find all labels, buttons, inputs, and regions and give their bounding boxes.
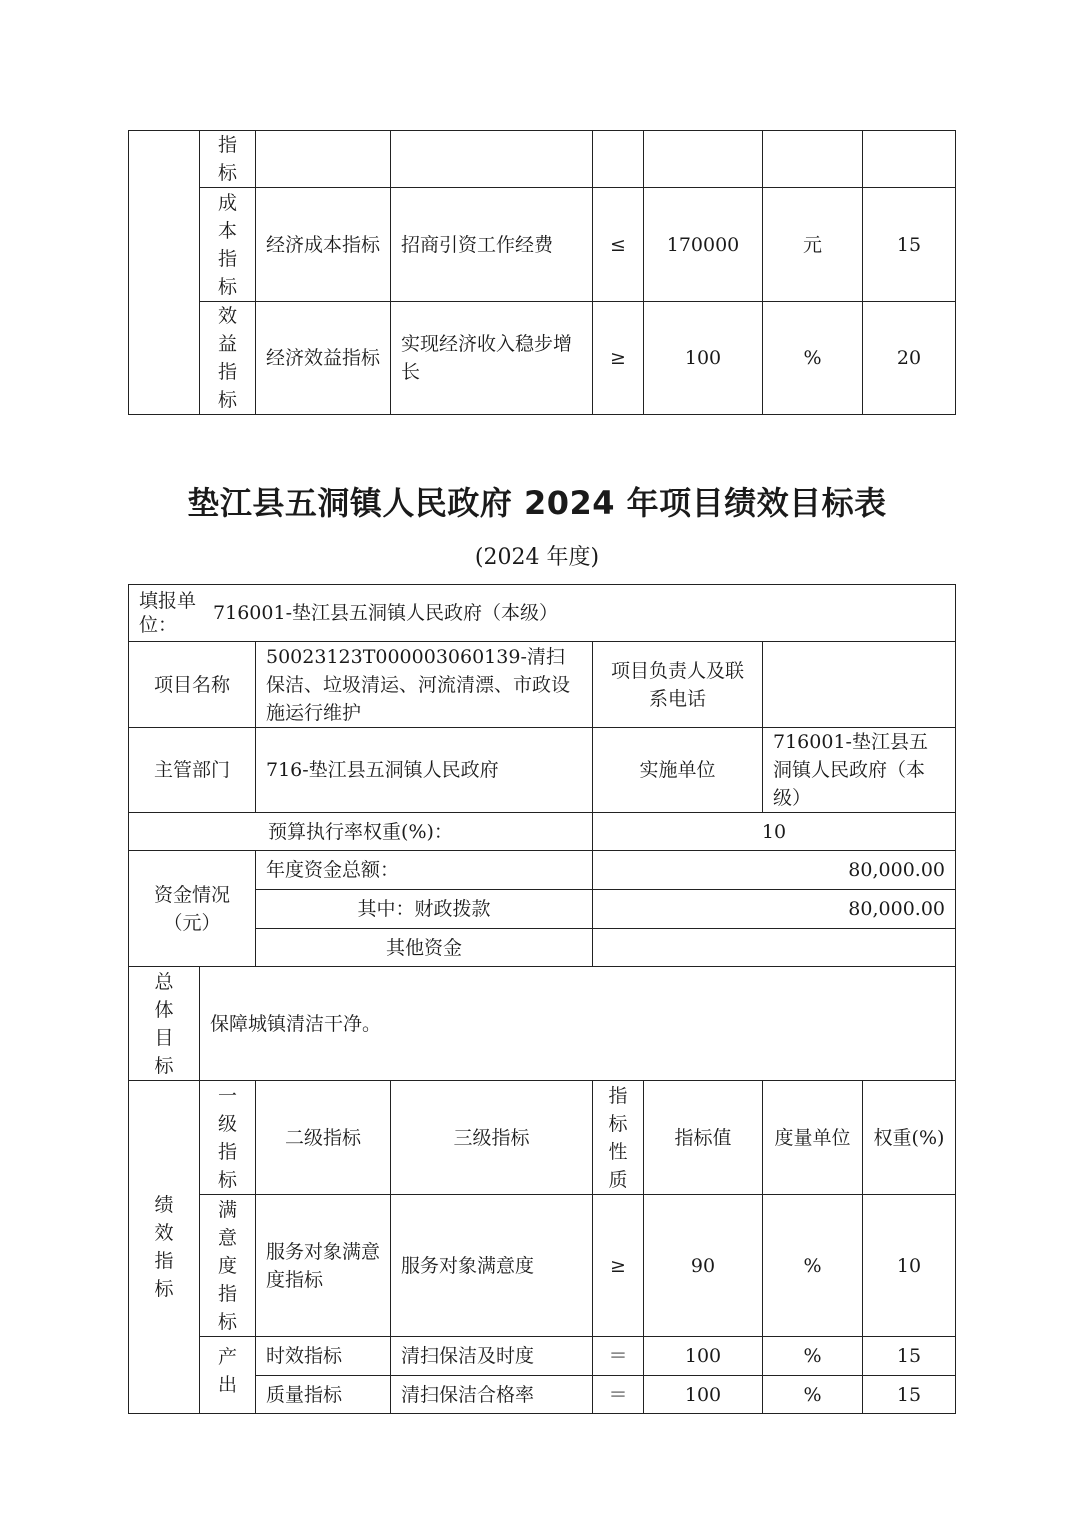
implementing-unit-value: 716001-垫江县五洞镇人民政府（本级） — [763, 728, 956, 813]
header-level3: 三级指标 — [391, 1081, 593, 1195]
level3-indicator-cell: 服务对象满意度 — [391, 1195, 593, 1337]
level1-indicator-cell: 满意度指标 — [200, 1195, 256, 1337]
weight-cell: 10 — [863, 1195, 956, 1337]
other-funds-label: 其他资金 — [256, 929, 593, 967]
level2-indicator-cell: 经济成本指标 — [256, 188, 391, 302]
level2-indicator-cell: 质量指标 — [256, 1376, 391, 1414]
indicator-value-cell: 170000 — [644, 188, 763, 302]
unit-cell: % — [763, 302, 863, 415]
funds-row — [129, 851, 956, 890]
header-level2: 二级指标 — [256, 1081, 391, 1195]
filler-unit-label: 填报单位： — [139, 590, 197, 636]
budget-rate-value: 10 — [593, 813, 956, 851]
table-row — [129, 302, 956, 415]
filler-unit-row — [129, 585, 956, 642]
header-value: 指标值 — [644, 1081, 763, 1195]
page-subtitle: (2024 年度) — [474, 545, 600, 570]
implementing-unit-label: 实施单位 — [593, 728, 763, 813]
table-row — [129, 1337, 956, 1376]
annual-total-value: 80,000.00 — [593, 851, 956, 890]
weight-cell: 20 — [863, 302, 956, 415]
weight-cell: 15 — [863, 1376, 956, 1414]
header-unit: 度量单位 — [763, 1081, 863, 1195]
budget-rate-label: 预算执行率权重(%)： — [129, 813, 593, 851]
indicator-nature-cell: ≤ — [593, 188, 644, 302]
unit-cell: % — [763, 1195, 863, 1337]
fiscal-appropriation-label: 其中：财政拨款 — [256, 890, 593, 929]
overall-goal-label: 总体目标 — [129, 967, 200, 1081]
table-row — [129, 188, 956, 302]
indicator-nature-cell: ＝ — [593, 1337, 644, 1376]
indicator-value-cell: 100 — [644, 1337, 763, 1376]
table-row — [129, 131, 956, 188]
indicator-value-cell: 100 — [644, 302, 763, 415]
indicator-value-cell: 90 — [644, 1195, 763, 1337]
fiscal-appropriation-value: 80,000.00 — [593, 890, 956, 929]
annual-total-label: 年度资金总额： — [256, 851, 593, 890]
level3-indicator-cell — [391, 131, 593, 188]
filler-unit-value: 716001-垫江县五洞镇人民政府（本级） — [213, 602, 558, 624]
budget-rate-row — [129, 813, 956, 851]
project-name-label: 项目名称 — [129, 642, 256, 728]
level3-indicator-cell: 招商引资工作经费 — [391, 188, 593, 302]
level2-indicator-cell: 服务对象满意度指标 — [256, 1195, 391, 1337]
level1-indicator-cell: 指标 — [200, 131, 256, 188]
level3-indicator-cell: 实现经济收入稳步增长 — [391, 302, 593, 415]
level1-indicator-cell: 成本指标 — [200, 188, 256, 302]
indicator-nature-cell — [593, 131, 644, 188]
unit-cell: % — [763, 1376, 863, 1414]
unit-cell: 元 — [763, 188, 863, 302]
project-name-value: 50023123T000003060139-清扫保洁、垃圾清运、河流清漂、市政设施运行维护 — [256, 642, 593, 728]
indicator-nature-cell: ≥ — [593, 302, 644, 415]
indicator-header-row — [129, 1081, 956, 1195]
level2-indicator-cell — [256, 131, 391, 188]
unit-cell — [763, 131, 863, 188]
indicator-nature-cell: ＝ — [593, 1376, 644, 1414]
level3-indicator-cell: 清扫保洁合格率 — [391, 1376, 593, 1414]
overall-goal-value: 保障城镇清洁干净。 — [200, 967, 956, 1081]
level1-indicator-cell: 效益指标 — [200, 302, 256, 415]
header-weight: 权重(%) — [863, 1081, 956, 1195]
indicator-table-continued — [128, 130, 956, 415]
funds-label: 资金情况（元） — [129, 851, 256, 967]
level2-indicator-cell: 经济效益指标 — [256, 302, 391, 415]
filler-unit-cell — [129, 585, 956, 642]
indicator-nature-cell: ≥ — [593, 1195, 644, 1337]
weight-cell — [863, 131, 956, 188]
unit-cell: % — [763, 1337, 863, 1376]
header-level1: 一级指标 — [200, 1081, 256, 1195]
department-label: 主管部门 — [129, 728, 256, 813]
department-value: 716-垫江县五洞镇人民政府 — [256, 728, 593, 813]
weight-cell: 15 — [863, 1337, 956, 1376]
department-row — [129, 728, 956, 813]
project-name-row — [129, 642, 956, 728]
indicator-value-cell: 100 — [644, 1376, 763, 1414]
level1-indicator-cell: 产出 — [200, 1337, 256, 1414]
project-lead-value — [763, 642, 956, 728]
section-cell-empty — [129, 131, 200, 415]
indicator-value-cell — [644, 131, 763, 188]
project-lead-label: 项目负责人及联系电话 — [593, 642, 763, 728]
performance-indicator-label: 绩效指标 — [129, 1081, 200, 1414]
level3-indicator-cell: 清扫保洁及时度 — [391, 1337, 593, 1376]
weight-cell: 15 — [863, 188, 956, 302]
overall-goal-row — [129, 967, 956, 1081]
header-nature: 指标性质 — [593, 1081, 644, 1195]
level2-indicator-cell: 时效指标 — [256, 1337, 391, 1376]
performance-target-table — [128, 584, 956, 1414]
other-funds-value — [593, 929, 956, 967]
table-row — [129, 1195, 956, 1337]
page-title: 垫江县五洞镇人民政府 2024 年项目绩效目标表 — [187, 484, 887, 522]
